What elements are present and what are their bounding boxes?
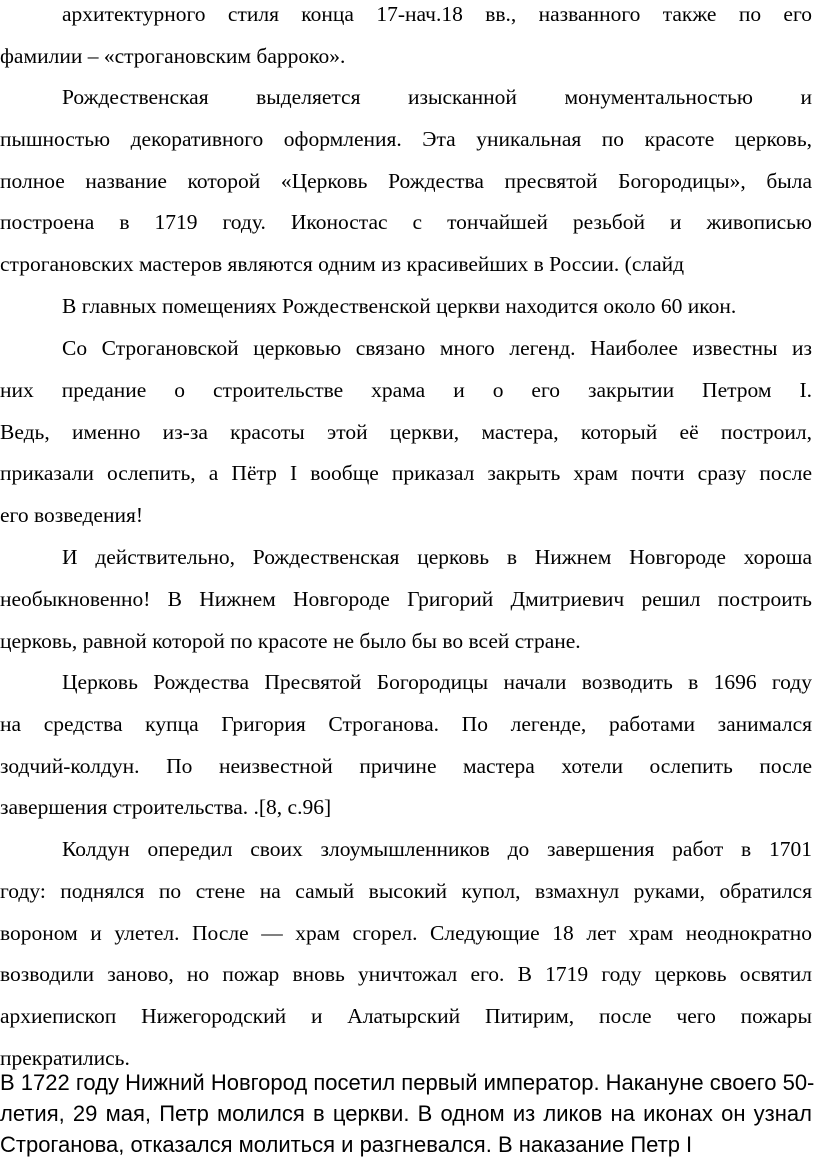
text-line: возводили заново, но пожар вновь уничтожал его. В 1719 году церковь освятил	[0, 962, 812, 987]
text-line: полное название которой «Церковь Рождества пресвятой Богородицы», была	[0, 168, 812, 193]
text-line: И действительно, Рождественская церковь в Нижнем Новгороде хороша	[62, 545, 812, 569]
text-line: архитектурного стиля конца 17-нач.18 вв., названного также по его	[62, 2, 812, 26]
paragraph-tail	[0, 1067, 816, 1160]
paragraph-3	[0, 286, 816, 328]
text-line: Рождественская выделяется изысканной монументальностью и	[62, 85, 812, 109]
text-line: В главных помещениях Рождественской церкви находится около 60 икон.	[62, 294, 737, 318]
paragraph-4	[0, 328, 816, 537]
paragraph-1	[0, 0, 816, 78]
text-line: прекратились.	[0, 1045, 130, 1070]
text-line: зодчий-колдун. По неизвестной причине мастера хотели ослепить после	[0, 753, 812, 778]
text-line: В 1722 году Нижний Новгород посетил первый император. Накануне своего 50-	[0, 1070, 815, 1095]
text-line: году: поднялся по стене на самый высокий купол, взмахнул руками, обратился	[0, 878, 812, 903]
text-line: Колдун опередил своих злоумышленников до завершения работ в 1701	[62, 837, 812, 861]
text-line: фамилии – «строгановским барроко».	[0, 43, 346, 68]
text-line: церковь, равной которой по красоте не было бы во всей стране.	[0, 628, 581, 653]
text-line: Строганова, отказался молиться и разгневался. В наказание Петр I	[0, 1132, 693, 1157]
text-line: строгановских мастеров являются одним из красивейших в России. (слайд	[0, 252, 685, 277]
text-line: на средства купца Григория Строганова. По легенде, работами занимался	[0, 711, 812, 736]
text-line: приказали ослепить, а Пётр I вообще приказал закрыть храм почти сразу после	[0, 461, 812, 486]
text-line: завершения строительства. .[8, с.96]	[0, 795, 332, 820]
text-line: Со Строгановской церковью связано много легенд. Наиболее известны из	[62, 336, 812, 360]
text-line: архиепископ Нижегородский и Алатырский Питирим, после чего пожары	[0, 1004, 812, 1029]
paragraph-2	[0, 77, 816, 286]
text-line: них предание о строительстве храма и о его закрытии Петром I.	[0, 377, 812, 402]
text-line: пышностью декоративного оформления. Эта уникальная по красоте церковь,	[0, 126, 812, 151]
text-line: его возведения!	[0, 503, 144, 528]
text-line: Церковь Рождества Пресвятой Богородицы начали возводить в 1696 году	[62, 670, 812, 694]
text-line: вороном и улетел. После — храм сгорел. Следующие 18 лет храм неоднократно	[0, 920, 812, 945]
text-line: летия, 29 мая, Петр молился в церкви. В одном из ликов на иконах он узнал	[0, 1101, 812, 1126]
paragraph-6	[0, 662, 816, 829]
paragraph-7	[0, 829, 816, 1080]
text-line: построена в 1719 году. Иконостас с тончайшей резьбой и живописью	[0, 210, 812, 235]
paragraph-5	[0, 537, 816, 662]
text-line: необыкновенно! В Нижнем Новгороде Григорий Дмитриевич решил построить	[0, 586, 812, 611]
text-line: Ведь, именно из-за красоты этой церкви, мастера, который её построил,	[0, 419, 812, 444]
